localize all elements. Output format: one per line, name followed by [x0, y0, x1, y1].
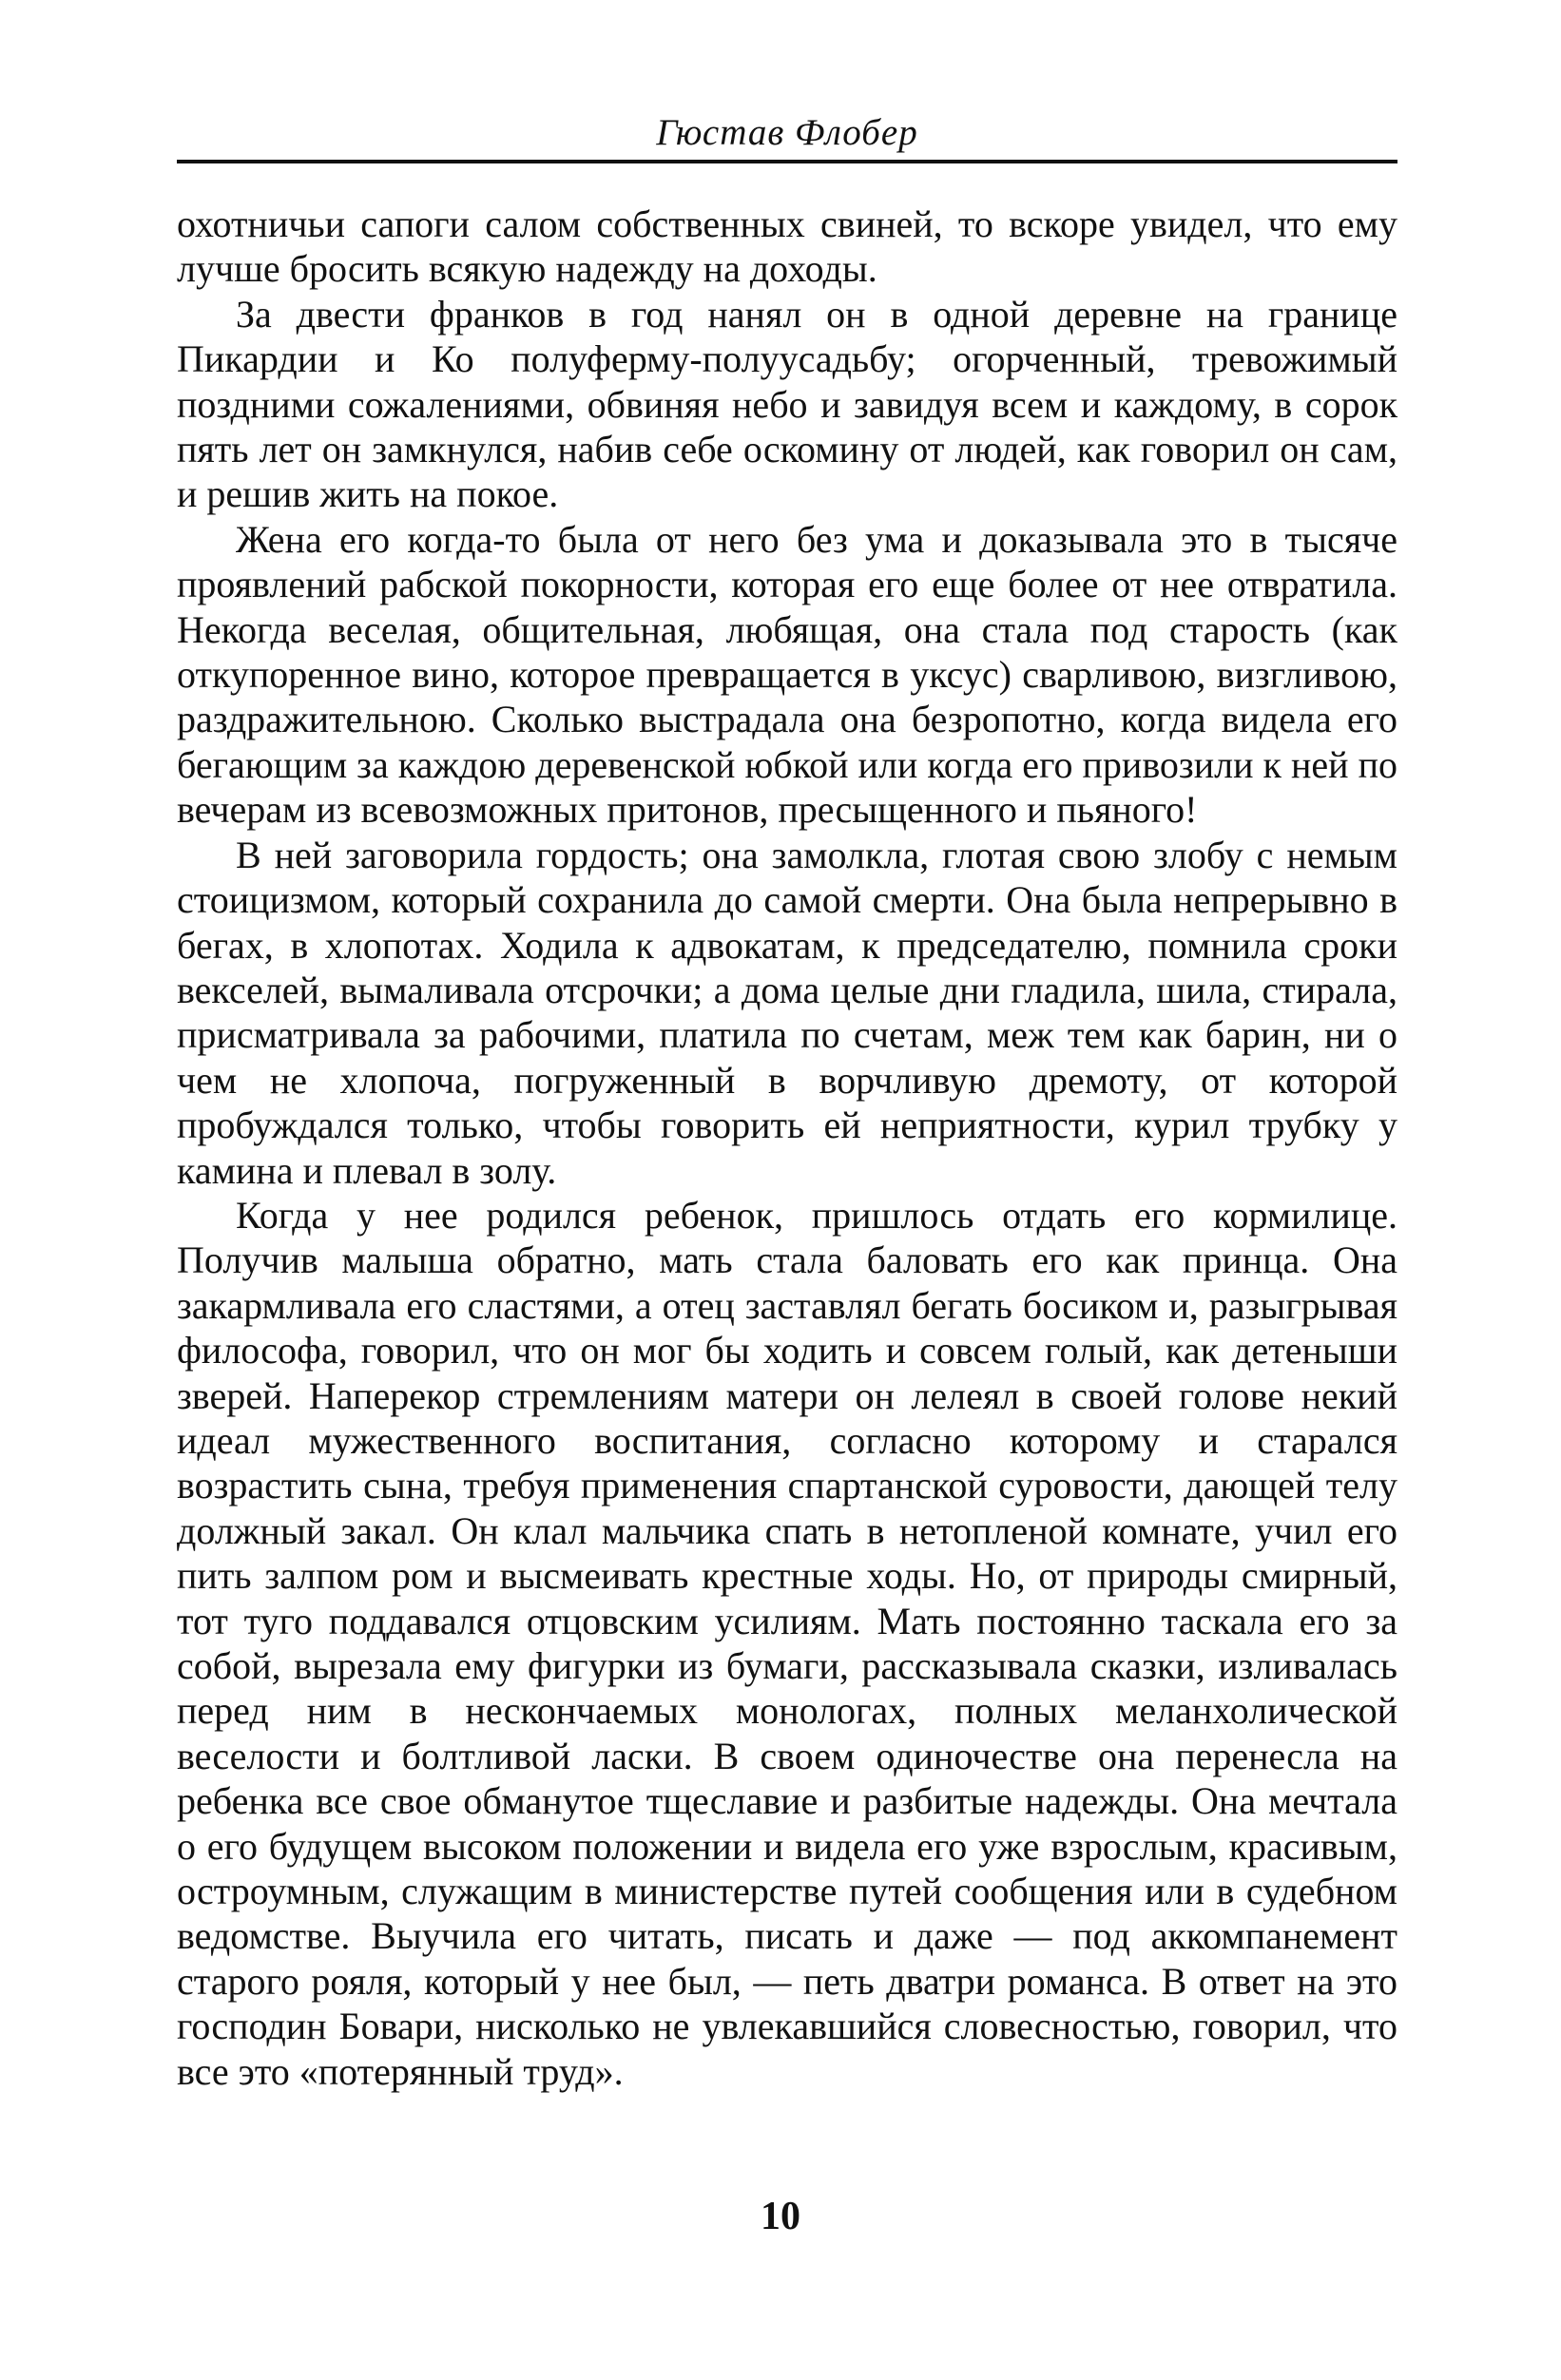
- paragraph: Когда у нее родился ребенок, пришлось отдать его кормилице. Получив малыша обратно, мать стала баловать его как принца. Она закармливала его сластями, а отец заставлял бегать босиком и, разыгрывая философа, говорил, что он мог бы ходить и совсем голый, как детеныши зверей. Наперекор стремлениям матери он лелеял в своей голове некий идеал мужественного воспитания, согласно которому и старался возрастить сына, требуя применения спартанской суровости, дающей телу должный закал. Он клал мальчика спать в нетопленой комнате, учил его пить залпом ром и высмеивать крестные ходы. Но, от природы смирный, тот туго поддавался отцовским усилиям. Мать постоянно таскала его за собой, вырезала ему фигурки из бумаги, рассказывала сказки, изливалась перед ним в нескончаемых монологах, полных меланхолической веселости и болтливой ласки. В своем одиночестве она перенесла на ребенка все свое обманутое тщеславие и разбитые надежды. Она мечтала о его будущем высоком положении и видела его уже взрослым, красивым, остроумным, служащим в министерстве путей сообщения или в судебном ведомстве. Выучила его читать, писать и даже — под аккомпанемент старого рояля, который у нее был, — петь дватри романса. В ответ на это господин Бовари, нисколько не увлекавшийся словесностью, говорил, что все это «потерянный труд».: [177, 1193, 1397, 2093]
- paragraph: За двести франков в год нанял он в одной деревне на границе Пикардии и Ко полуферму-полуусадьбу; огорченный, тревожимый поздними сожалениями, обвиняя небо и завидуя всем и каждому, в сорок пять лет он замкнулся, набив себе оскомину от людей, как говорил он сам, и решив жить на покое.: [177, 292, 1397, 516]
- header-rule: [177, 160, 1397, 163]
- paragraph: охотничьи сапоги салом собственных свиней, то вскоре увидел, что ему лучше бросить всякую надежду на доходы.: [177, 202, 1397, 291]
- paragraph: Жена его когда-то была от него без ума и доказывала это в тысяче проявлений рабской покорности, которая его еще более от нее отвратила. Некогда веселая, общительная, любящая, она стала под старость (как откупоренное вино, которое превращается в уксус) сварливою, визгливою, раздражительною. Сколько выстрадала она безропотно, когда видела его бегающим за каждою деревенской юбкой или когда его привозили к ней по вечерам из всевозможных притонов, пресыщенного и пьяного!: [177, 517, 1397, 832]
- page-number: 10: [761, 2195, 800, 2238]
- paragraph: В ней заговорила гордость; она замолкла, глотая свою злобу с немым стоицизмом, который сохранила до самой смерти. Она была непрерывно в бегах, в хлопотах. Ходила к адвокатам, к председателю, помнила сроки векселей, вымаливала отсрочки; а дома целые дни гладила, шила, стирала, присматривала за рабочими, платила по счетам, меж тем как барин, ни о чем не хлопоча, погруженный в ворчливую дремоту, от которой пробуждался только, чтобы говорить ей неприятности, курил трубку у камина и плевал в золу.: [177, 833, 1397, 1192]
- body-text: [177, 202, 1397, 2094]
- running-header: Гюстав Флобер: [656, 112, 918, 153]
